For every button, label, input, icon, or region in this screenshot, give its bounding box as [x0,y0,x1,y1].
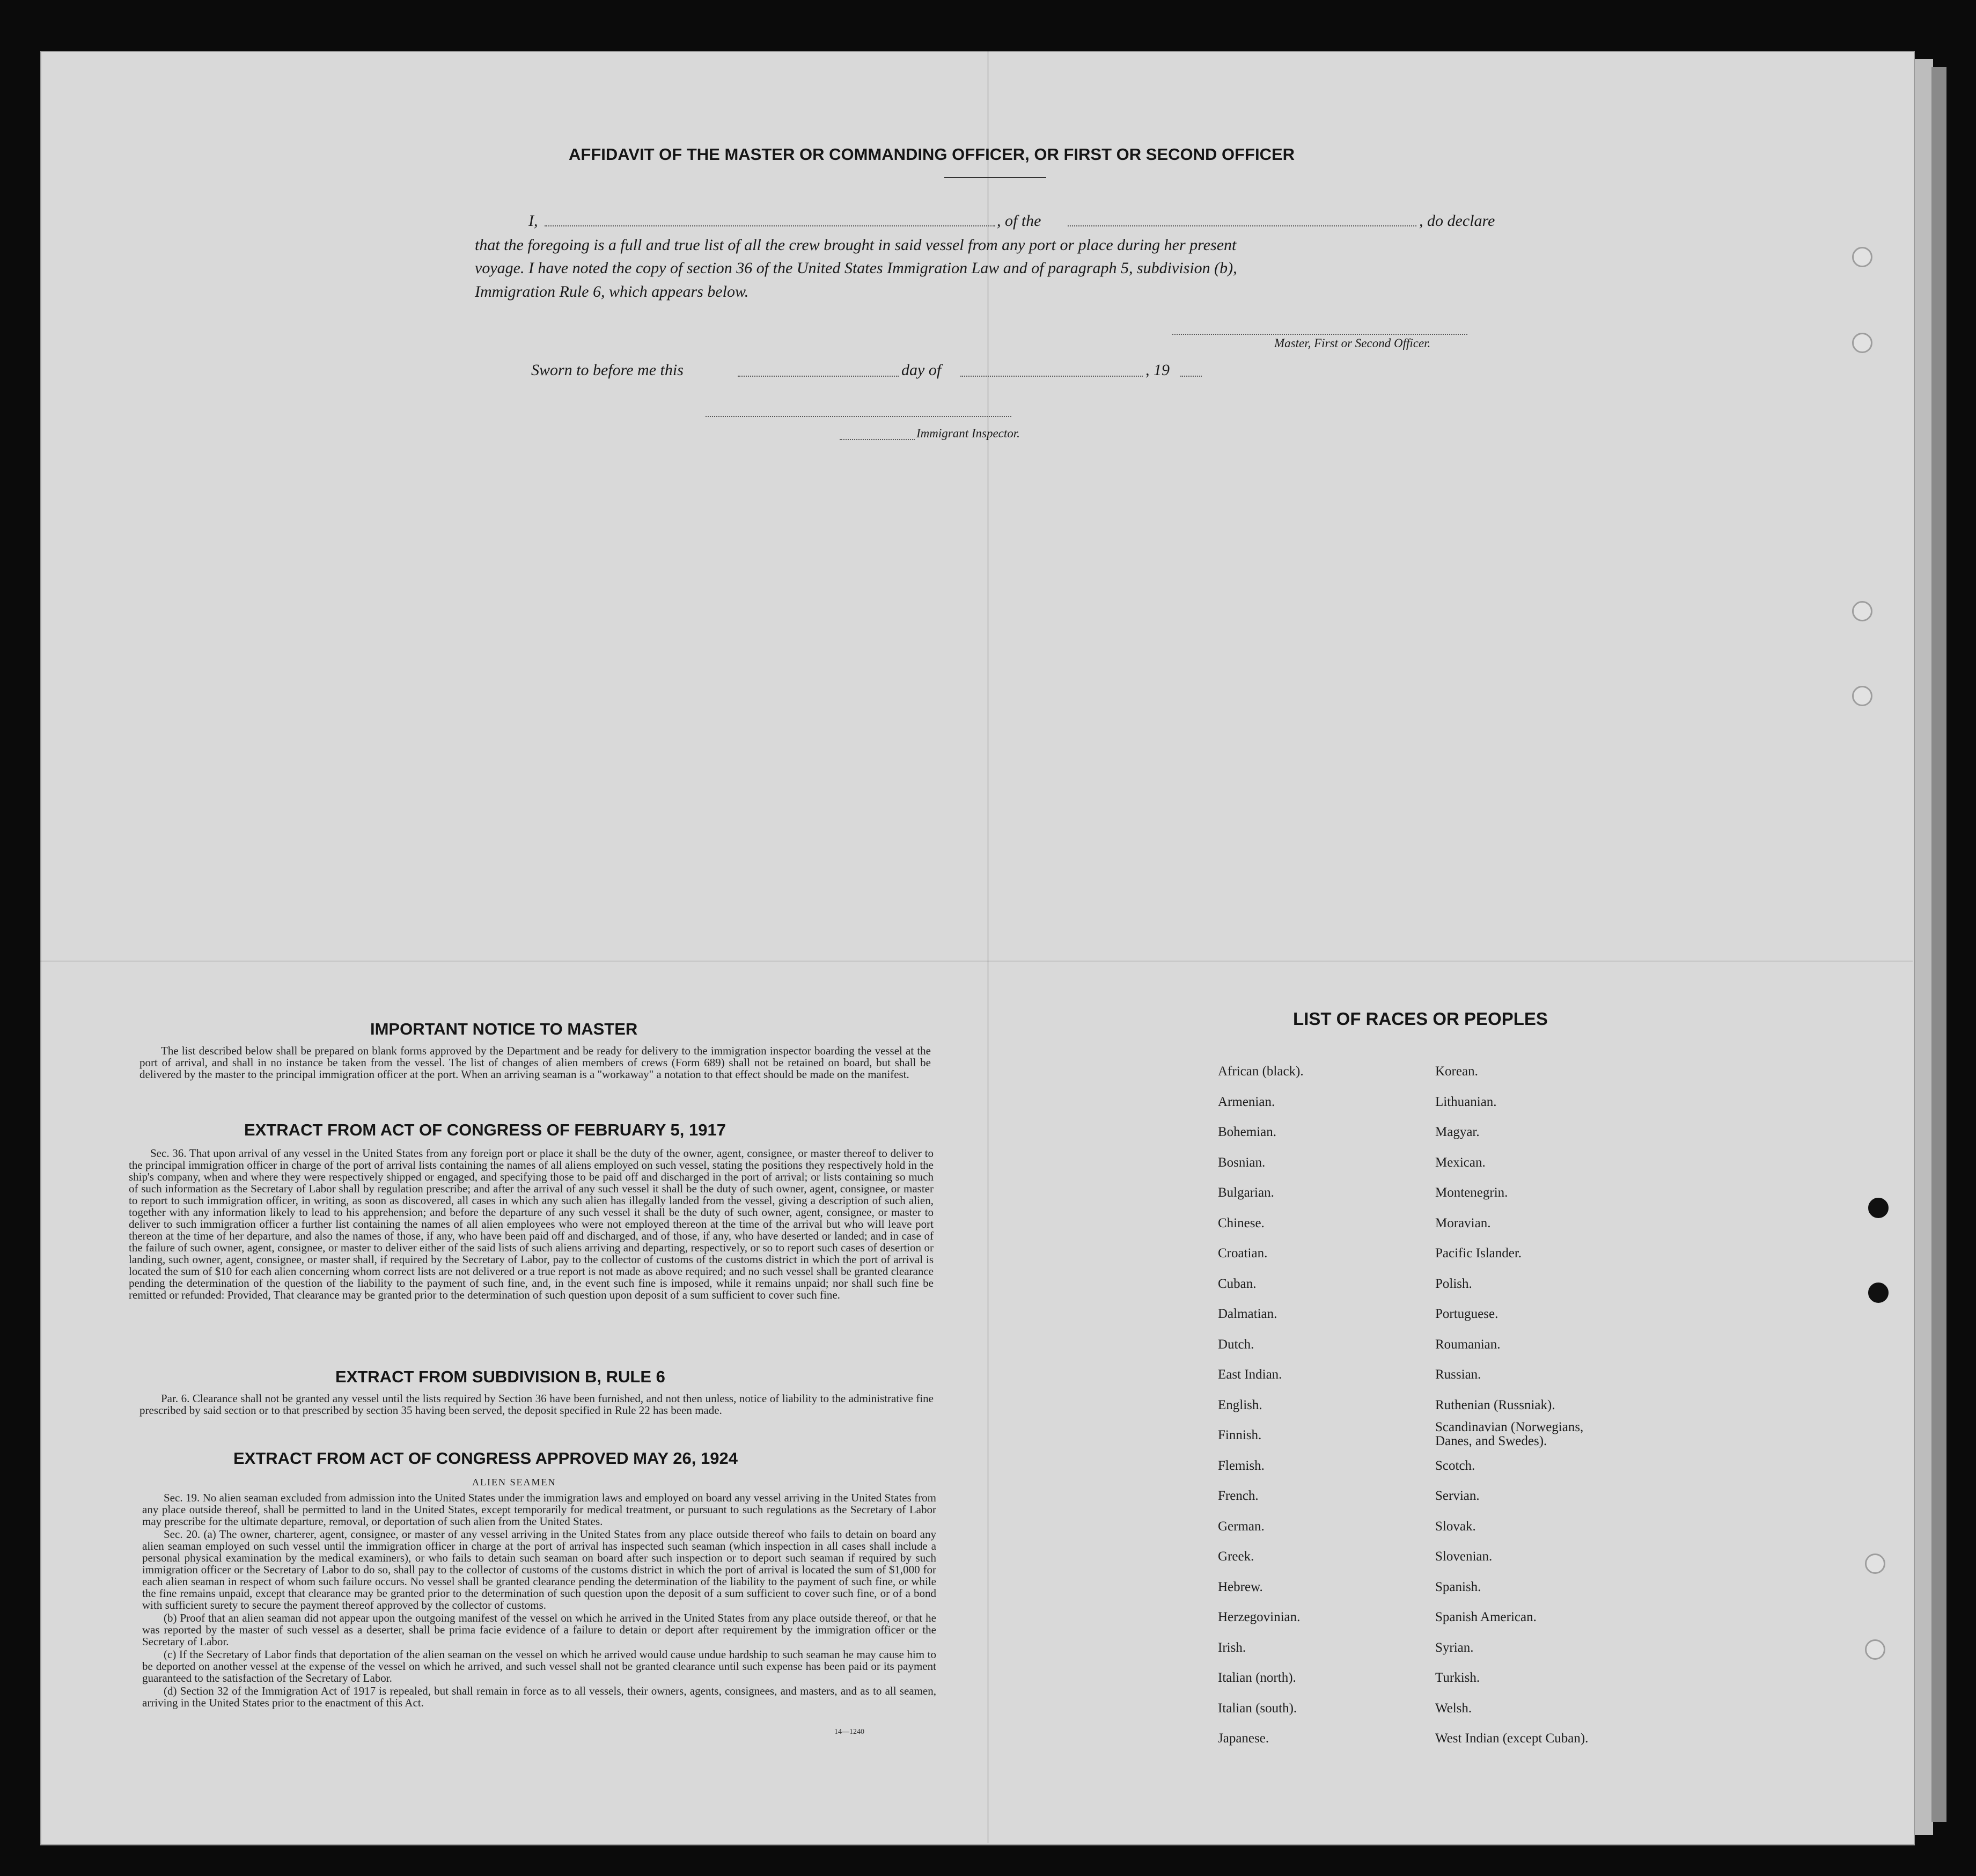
race-item: Russian. [1435,1367,1481,1382]
race-item: Italian (north). [1218,1670,1296,1685]
race-item: Dutch. [1218,1337,1254,1352]
affidavit-title: AFFIDAVIT OF THE MASTER OR COMMANDING OFFICER, OR FIRST OR SECOND OFFICER [569,145,1295,164]
race-item: Cuban. [1218,1277,1257,1291]
race-item: Finnish. [1218,1428,1262,1442]
notice-title: IMPORTANT NOTICE TO MASTER [370,1020,638,1038]
race-item: Bosnian. [1218,1155,1266,1170]
race-item: Scotch. [1435,1459,1475,1473]
master-signature-field[interactable] [1172,334,1467,335]
notice-text [139,1045,931,1081]
inspector-dash [840,439,915,440]
affidavit-body-line-2: voyage. I have noted the copy of section 36 of the United States Immigration Law and of paragraph 5, subdivision (b), [475,259,1237,277]
race-item: Japanese. [1218,1731,1269,1746]
affidavit-body-line-3: Immigration Rule 6, which appears below. [475,283,749,301]
inspector-label: Immigrant Inspector. [916,427,1020,440]
extract-rule6-text [139,1393,934,1417]
race-item: Syrian. [1435,1640,1474,1655]
race-item: Italian (south). [1218,1701,1297,1716]
race-item: Moravian. [1435,1216,1491,1230]
punch-hole [1865,1553,1885,1574]
race-item: Irish. [1218,1640,1246,1655]
race-item: Portuguese. [1435,1307,1498,1321]
name-field[interactable] [545,225,995,226]
form-number: 14—1240 [834,1728,864,1736]
race-item: Magyar. [1435,1125,1480,1139]
rule6-paragraph: Par. 6. Clearance shall not be granted any vessel until the lists required by Section 36 have been furnished, and not then unless, notice of liability to the administrative fine prescribed by said section or to that prescribed by section 35 having been served, the deposit specified in Rule 22 has been made. [139,1392,934,1417]
race-item: Slovak. [1435,1519,1476,1534]
sec36-paragraph: Sec. 36. That upon arrival of any vessel in the United States from any foreign port or place it shall be the duty of the owner, agent, consignee, or master thereof to deliver to the principal immigration officer in charge of the port of arrival lists containing the names of all aliens employed on such vessel, stating the positions they respectively hold in the ship's company, when and where they were respectively shipped or engaged, and specifying those to be paid off and discharged in the port of arrival; or lists containing so much of such information as the Secretary of Labor shall by regulation prescribe; and after the arrival of any such vessel it shall be the duty of such owner, agent, consignee, or master to report to such immigration officer, in writing, as soon as discovered, all cases in which any such alien has illegally landed from the vessel, giving a description of such alien, together with any information likely to lead to his apprehension; and before the departure of any such vessel it shall be the duty of such owner, agent, consignee, or master to deliver to such immigration officer a further list containing the names of all alien employees who were not employed thereon at the time of the arrival but who will leave port thereon at the time of her departure, and also the names of those, if any, who have been paid off and discharged, and of those, if any, who have deserted or landed; and in case of the failure of such owner, agent, consignee, or master to deliver either of the said lists of such aliens arriving and departing, respectively, or so to report such cases of desertion or landing, such owner, agent, consignee, or master shall, if required by the Secretary of Labor, pay to the collector of customs of the customs district in which the port of arrival is located the sum of $10 for each alien concerning whom correct lists are not delivered or a true report is not made as above required; and no such vessel shall be granted clearance pending the determination of the question of the liability to the payment of such fine, and, in the event such fine is imposed, while it remains unpaid; nor shall such fine be remitted or refunded: Provided, That clearance may be granted prior to the determination of such question upon deposit of a sum sufficient to cover such fine. [129,1147,934,1301]
race-item: Dalmatian. [1218,1307,1277,1321]
race-item: Mexican. [1435,1155,1486,1170]
race-item: Armenian. [1218,1095,1275,1109]
punch-hole [1852,601,1872,621]
year-label: , 19 [1145,361,1170,379]
race-item: West Indian (except Cuban). [1435,1731,1589,1746]
race-item: Scandinavian (Norwegians, Danes, and Swedes). [1435,1420,1584,1448]
race-item: Croatian. [1218,1246,1268,1261]
i-label: I, [528,212,538,230]
sec20c-paragraph: (c) If the Secretary of Labor finds that deportation of the alien seaman on the vessel on which he arrived would cause undue hardship to such seaman he may cause him to be deported on another vessel at the expense of the vessel on which he arrived, and such vessel shall not be granted clearance until such expense has been paid or its payment guaranteed to the satisfaction of the Secretary of Labor. [142,1648,936,1684]
inspector-signature-field[interactable] [706,416,1011,417]
extract-1917-title: EXTRACT FROM ACT OF CONGRESS OF FEBRUARY 5, 1917 [244,1120,726,1139]
race-item: Spanish American. [1435,1610,1537,1624]
race-item: Herzegovinian. [1218,1610,1301,1624]
sec20d-paragraph: (d) Section 32 of the Immigration Act of 1917 is repealed, but shall remain in force as to all vessels, their owners, agents, consignees, and masters, and as to all seamen, arriving in the United States prior to the enactment of this Act. [142,1684,936,1709]
vertical-fold-line [987,51,989,1843]
notice-paragraph: The list described below shall be prepared on blank forms approved by the Department and be ready for delivery to the immigration inspector boarding the vessel at the port of arrival, and shall in no instance be taken from the vessel. The list of changes of alien members of crews (Form 689) shall not be retained on board, but shall be delivered by the master to the principal immigration officer at the port. When an arriving seaman is a "workaway" a notation to that effect should be made on the manifest. [139,1044,931,1081]
punch-hole [1868,1198,1889,1218]
race-item: French. [1218,1489,1259,1503]
race-item: English. [1218,1398,1262,1412]
sworn-day-field[interactable] [738,376,899,377]
punch-hole [1852,333,1872,353]
race-item: Hebrew. [1218,1580,1263,1594]
vessel-field[interactable] [1068,225,1416,226]
extract-1917-text [129,1147,934,1302]
race-item: East Indian. [1218,1367,1282,1382]
race-item: Polish. [1435,1277,1472,1291]
race-item: Flemish. [1218,1459,1265,1473]
punch-hole [1852,247,1872,267]
day-of-label: day of [901,361,942,379]
race-item: Bulgarian. [1218,1185,1274,1200]
of-the-label: , of the [997,212,1041,230]
affidavit-body-line-1: that the foregoing is a full and true list of all the crew brought in said vessel from any port or place during her present [475,236,1237,254]
race-item: Servian. [1435,1489,1480,1503]
sec19-paragraph: Sec. 19. No alien seaman excluded from admission into the United States under the immigration laws and employed on board any vessel arriving in the United States from any place outside thereof, shall be permitted to land in the United States, except temporarily for medical treatment, or pursuant to such regulations as the Secretary of Labor may prescribe for the ultimate departure, removal, or deportation of such alien from the United States. [142,1491,936,1528]
title-rule [944,177,1046,178]
extract-rule6-title: EXTRACT FROM SUBDIVISION B, RULE 6 [335,1367,665,1386]
sworn-month-field[interactable] [960,376,1143,377]
extract-1924-text [142,1492,936,1710]
race-item: Bohemian. [1218,1125,1277,1139]
race-item: Lithuanian. [1435,1095,1497,1109]
punch-hole [1868,1283,1889,1303]
race-item: Spanish. [1435,1580,1481,1594]
declare-label: , do declare [1419,212,1495,230]
race-item: African (black). [1218,1064,1304,1079]
alien-seamen-subtitle: ALIEN SEAMEN [472,1477,556,1487]
master-signature-label: Master, First or Second Officer. [1274,336,1431,350]
race-item: Greek. [1218,1549,1254,1564]
race-item: Roumanian. [1435,1337,1501,1352]
punch-hole [1852,686,1872,706]
race-item: Slovenian. [1435,1549,1493,1564]
sec20a-paragraph: Sec. 20. (a) The owner, charterer, agent, consignee, or master of any vessel arriving in the United States from any place outside thereof who fails to detain on board any alien seaman employed on such vessel until the immigration officer in charge at the port of arrival has inspected such seaman (which inspection in all cases shall include a personal physical examination by the medical examiners), or who fails to detain such seaman on board after such inspection or to deport such seaman if required by such immigration officer or the Secretary of Labor to do so, shall pay to the collector of customs of the customs district in which the port of arrival is located the sum of $1,000 for each alien seaman in respect of whom such failure occurs. No vessel shall be granted clearance pending the determination of the liability to the payment of such fine, or while the fine remains unpaid, except that clearance may be granted prior to the determination of such question upon the deposit of a sum sufficient to cover such fine, or of a bond with sufficient surety to secure the payment thereof approved by the collector of customs. [142,1528,936,1611]
race-item: Turkish. [1435,1670,1480,1685]
race-item: Montenegrin. [1435,1185,1508,1200]
race-item: German. [1218,1519,1265,1534]
punch-hole [1865,1639,1885,1660]
race-item: Ruthenian (Russniak). [1435,1398,1555,1412]
race-item: Pacific Islander. [1435,1246,1522,1261]
race-item: Korean. [1435,1064,1478,1079]
race-item: Chinese. [1218,1216,1265,1230]
sworn-label: Sworn to before me this [531,361,684,379]
sec20b-paragraph: (b) Proof that an alien seaman did not appear upon the outgoing manifest of the vessel on which he arrived in the United States from any place outside thereof, or that he was reported by the master of such vessel as a deserter, shall be prima facie evidence of a failure to detain or deport after requirement by the immigration officer or the Secretary of Labor. [142,1611,936,1648]
underlying-page-edge-2 [1931,67,1946,1822]
horizontal-fold-line [40,961,1913,962]
sworn-year-field[interactable] [1180,376,1202,377]
extract-1924-title: EXTRACT FROM ACT OF CONGRESS APPROVED MAY 26, 1924 [233,1449,738,1468]
race-item: Welsh. [1435,1701,1472,1716]
races-title: LIST OF RACES OR PEOPLES [1293,1009,1548,1029]
